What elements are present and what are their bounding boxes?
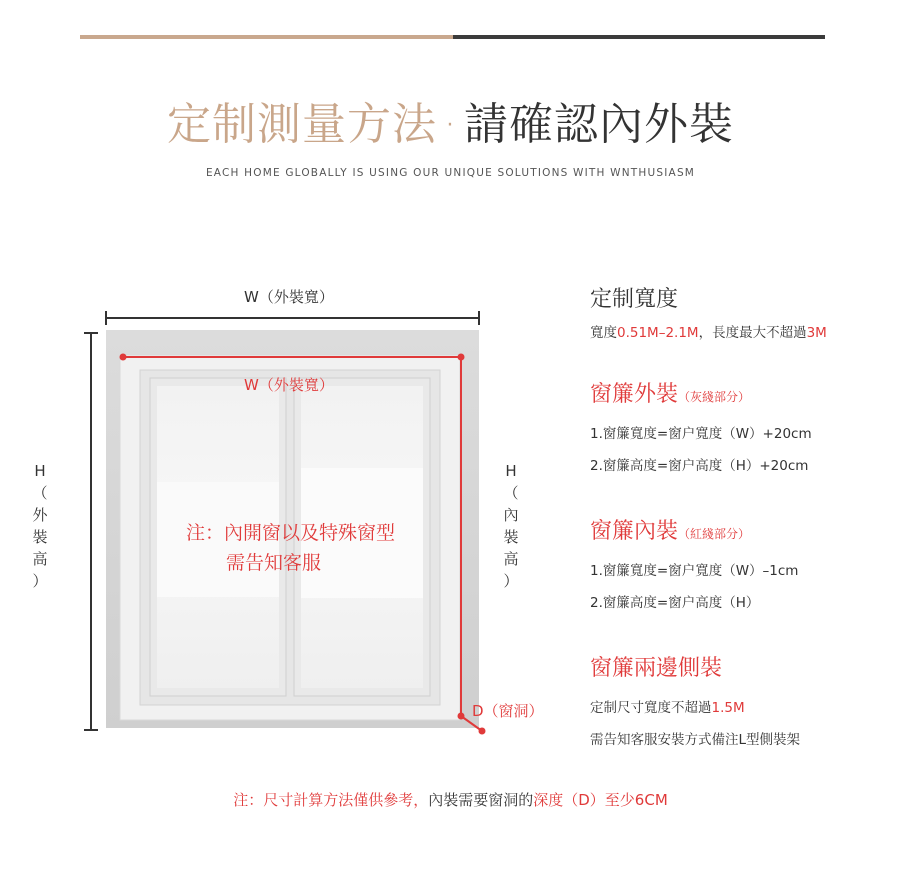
- inner-width-start-point: [120, 354, 127, 361]
- custom-width-heading: 定制寬度: [590, 287, 679, 312]
- custom-width-section: [590, 282, 890, 341]
- inner-mount-heading: 窗簾內裝（紅綫部分）: [590, 519, 751, 544]
- outer-mount-line-2: 2.窗簾高度=窗户高度（H）+20cm: [590, 458, 809, 474]
- inner-bottom-point: [458, 713, 465, 720]
- side-mount-line-1: 定制尺寸寬度不超過1.5M: [590, 700, 745, 716]
- title-part-2: 請確認內外裝: [464, 99, 734, 150]
- inner-mount-line-1: 1.窗簾寬度=窗户寬度（W）–1cm: [590, 563, 799, 579]
- side-mount-line-2: 需告知客服安裝方式備注L型側裝架: [590, 732, 801, 748]
- title-dot: ·: [443, 99, 458, 150]
- inner-corner-point: [458, 354, 465, 361]
- page-subtitle: EACH HOME GLOBALLY IS USING OUR UNIQUE SOLUTIONS WITH WNTHUSIASM: [205, 167, 696, 179]
- side-mount-heading: 窗簾兩邊側裝: [590, 656, 723, 681]
- custom-width-text: 寬度0.51M–2.1M，長度最大不超過3M: [590, 325, 827, 341]
- outer-width-label: W（外裝寬）: [244, 288, 334, 306]
- outer-mount-line-1: 1.窗簾寬度=窗户寬度（W）+20cm: [590, 426, 812, 442]
- side-mount-section: [590, 651, 890, 748]
- title-part-1: 定制測量方法: [167, 99, 437, 150]
- inner-width-label: W（外裝寬）: [244, 376, 334, 394]
- depth-end-point: [479, 728, 486, 735]
- depth-label: D（窗洞）: [472, 702, 544, 720]
- outer-height-label: H （ 外 裝 高 ）: [32, 462, 48, 590]
- outer-mount-section: [590, 377, 890, 474]
- inner-mount-section: [590, 514, 890, 611]
- outer-mount-heading: 窗簾外裝（灰綫部分）: [590, 382, 751, 407]
- footer-note: 注：尺寸計算方法僅供參考，內裝需要窗洞的深度（D）至少6CM: [233, 791, 668, 809]
- inner-mount-line-2: 2.窗簾高度=窗户高度（H）: [590, 595, 760, 611]
- window-special-note: 注：內開窗以及特殊窗型 需告知客服: [186, 522, 396, 574]
- inner-height-label: H （ 內 裝 高 ）: [503, 462, 519, 590]
- measurement-info-panel: [590, 282, 890, 748]
